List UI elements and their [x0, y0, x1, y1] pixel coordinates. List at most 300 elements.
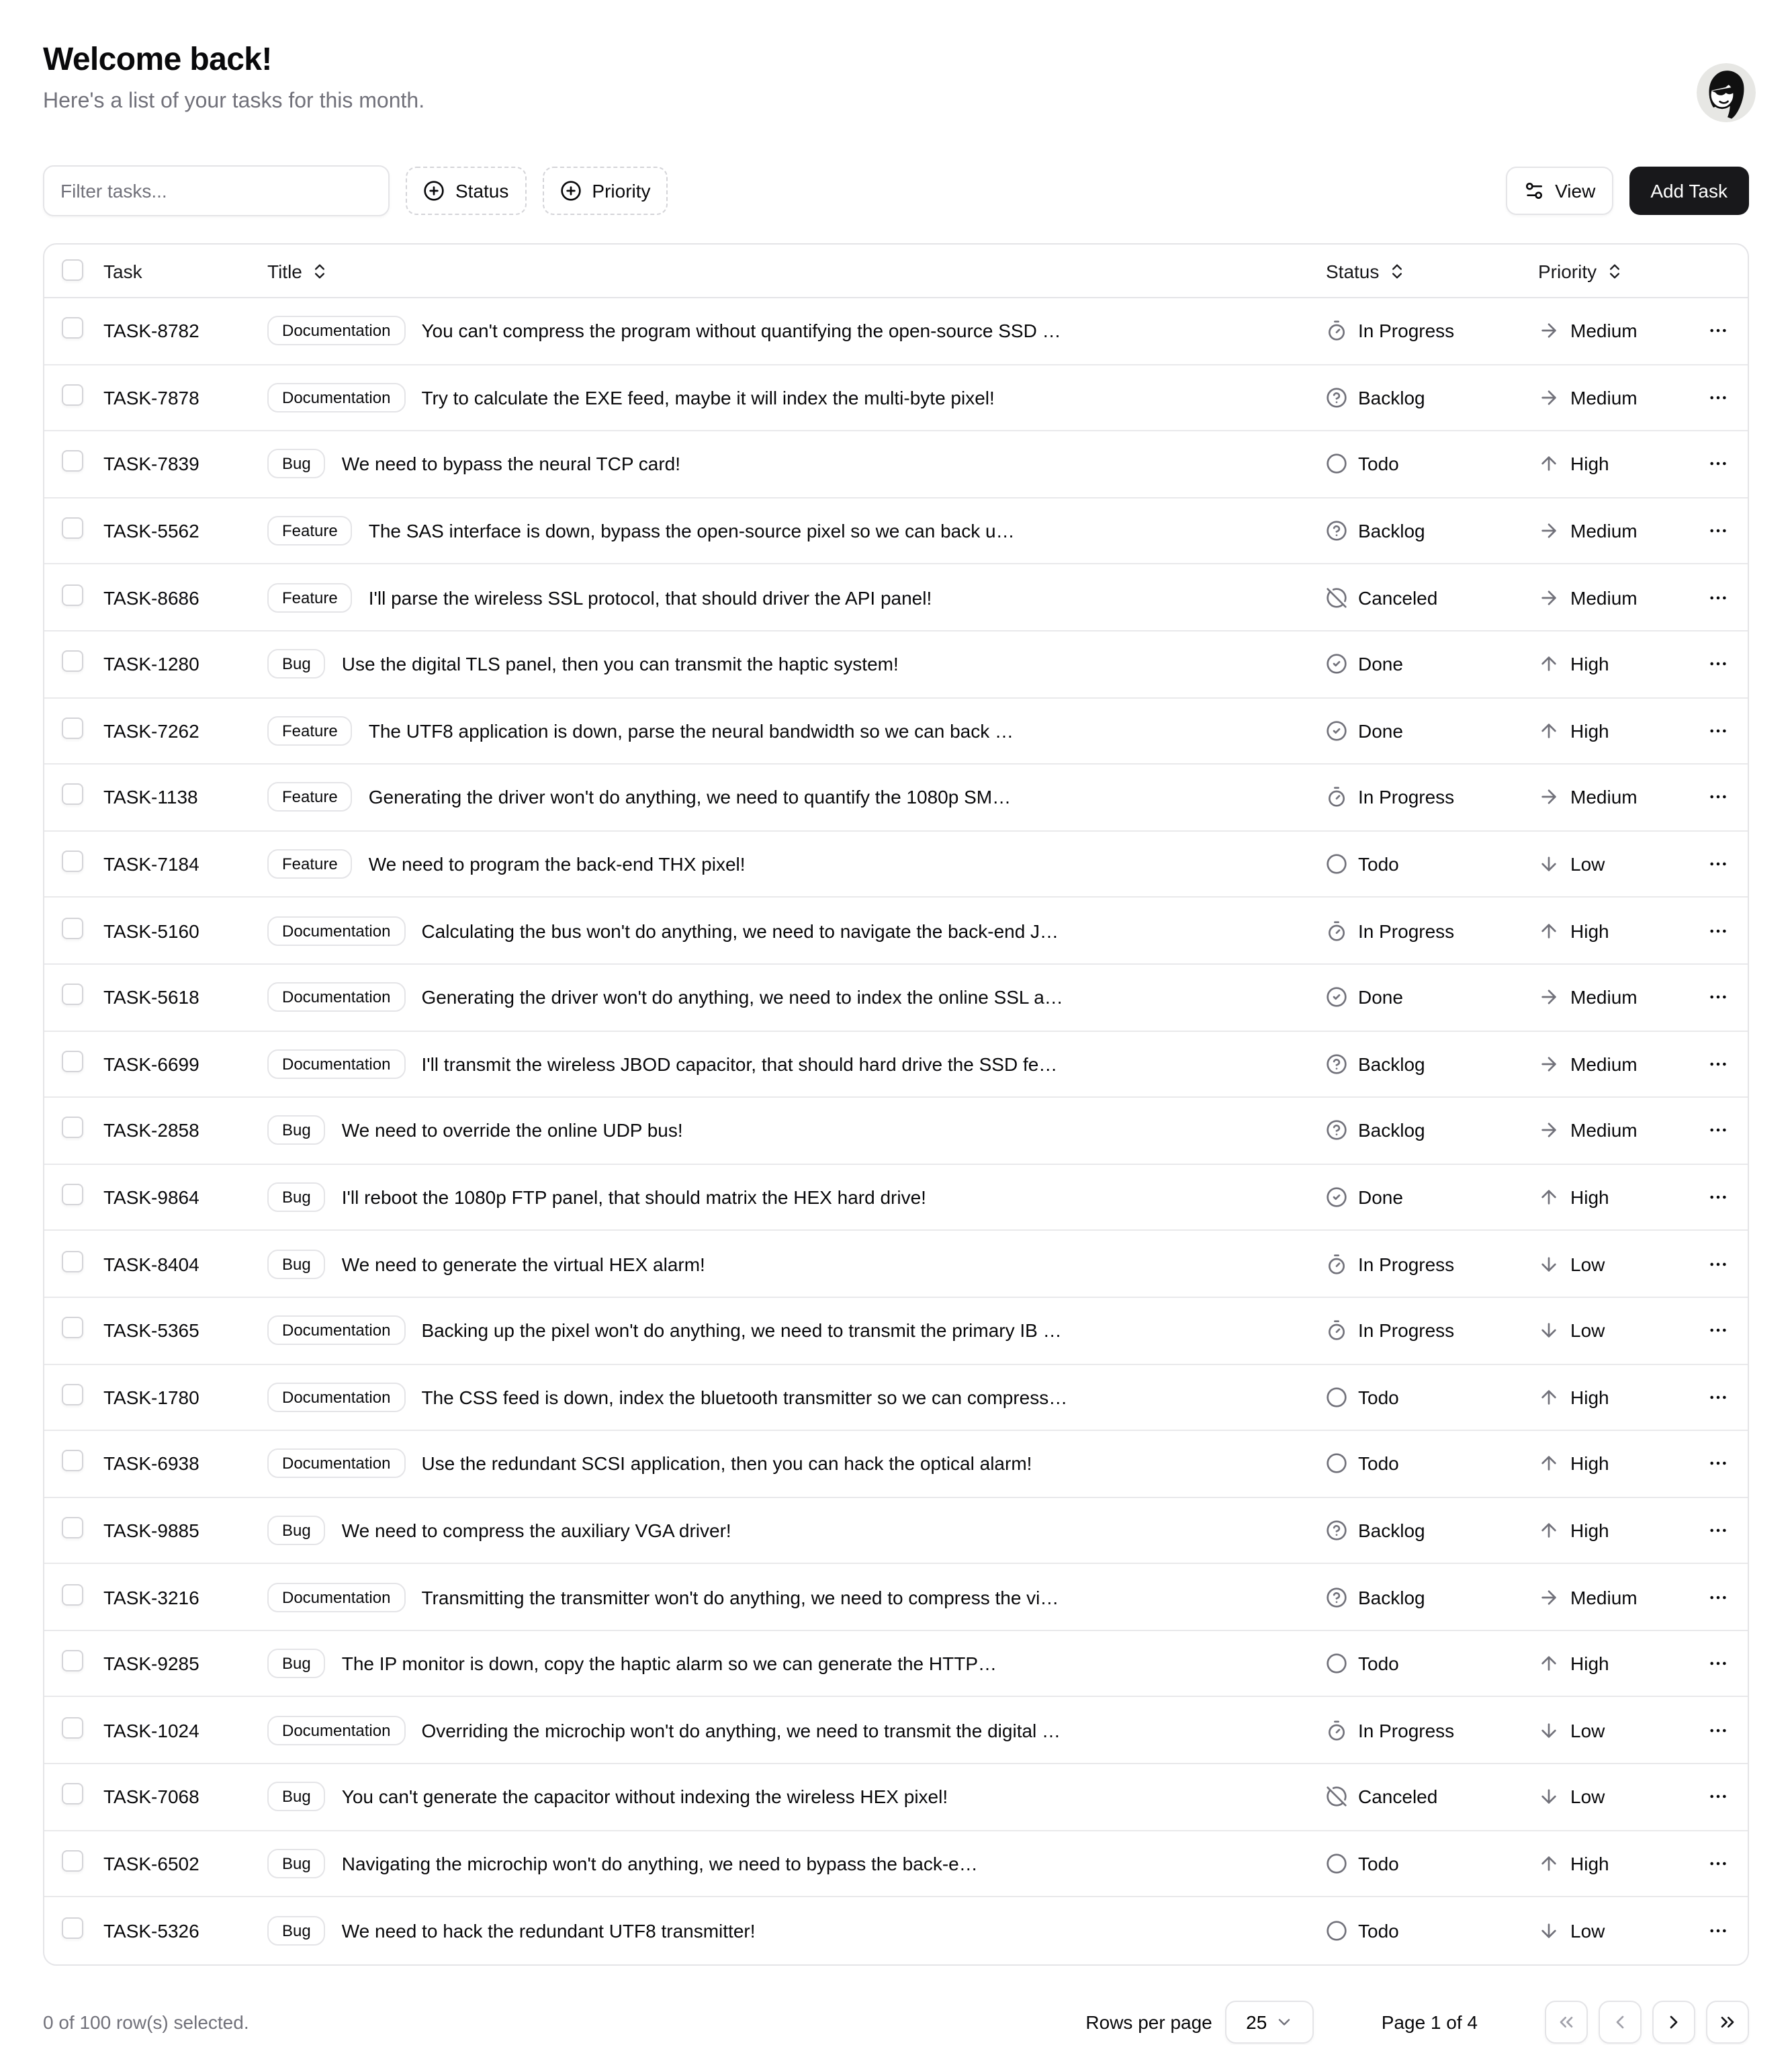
- rows-per-page-value: 25: [1246, 2011, 1267, 2033]
- task-status-cell: [1326, 1920, 1538, 1942]
- arrow-up-icon: [1538, 720, 1560, 742]
- task-priority: High: [1570, 1653, 1609, 1675]
- task-priority-cell: [1538, 453, 1689, 475]
- ellipsis-icon: [1707, 1186, 1729, 1208]
- task-title: The IP monitor is down, copy the haptic alarm so we can generate the HTTP…: [341, 1653, 997, 1675]
- timer-icon: [1326, 1253, 1347, 1274]
- table-row: [44, 1831, 1748, 1897]
- ellipsis-icon: [1707, 387, 1729, 408]
- first-page-button[interactable]: [1545, 2001, 1588, 2044]
- row-menu-cell: [1689, 1847, 1748, 1880]
- arrow-right-icon: [1538, 320, 1560, 342]
- circle-icon: [1326, 1653, 1347, 1674]
- arrow-down-icon: [1538, 1253, 1560, 1274]
- task-title: Use the redundant SCSI application, then you can hack the optical alarm!: [421, 1452, 1032, 1475]
- task-status: In Progress: [1358, 320, 1455, 342]
- timer-icon: [1326, 787, 1347, 808]
- task-priority-cell: [1538, 1720, 1689, 1741]
- task-status: Todo: [1358, 1920, 1399, 1942]
- arrow-up-icon: [1538, 920, 1560, 941]
- row-checkbox[interactable]: [62, 384, 83, 406]
- task-priority-cell: [1538, 1120, 1689, 1141]
- label-badge: Feature: [267, 516, 353, 546]
- task-status-cell: [1326, 1319, 1538, 1341]
- label-badge: Documentation: [267, 916, 405, 945]
- rows-per-page-select[interactable]: [1226, 2001, 1314, 2044]
- task-status: Done: [1358, 986, 1403, 1008]
- status-filter-button[interactable]: [406, 167, 526, 215]
- task-status: Canceled: [1358, 1786, 1438, 1808]
- last-page-button[interactable]: [1706, 2001, 1749, 2044]
- label-badge: Documentation: [267, 316, 405, 346]
- row-checkbox-cell: [44, 451, 103, 478]
- row-checkbox[interactable]: [62, 1917, 83, 1939]
- task-id: TASK-9864: [103, 1186, 199, 1209]
- task-priority-cell: [1538, 1920, 1689, 1942]
- task-title-cell: [267, 1782, 1326, 1812]
- previous-page-button[interactable]: [1599, 2001, 1642, 2044]
- table-row: [44, 632, 1748, 698]
- tasks-table: [43, 243, 1749, 1966]
- chevron-right-icon: [1663, 2011, 1685, 2033]
- label-badge: Bug: [267, 449, 326, 479]
- task-status-cell: [1326, 720, 1538, 742]
- circle-icon: [1326, 453, 1347, 475]
- label-badge: Feature: [267, 716, 353, 746]
- ellipsis-icon: [1707, 986, 1729, 1008]
- task-priority: High: [1570, 1386, 1609, 1408]
- task-title: I'll reboot the 1080p FTP panel, that should matrix the HEX hard drive!: [341, 1186, 926, 1209]
- task-id: TASK-9285: [103, 1653, 199, 1675]
- row-menu-cell: [1689, 448, 1748, 480]
- row-actions-button[interactable]: [1702, 1381, 1734, 1413]
- arrow-right-icon: [1538, 520, 1560, 541]
- table-row: [44, 1098, 1748, 1164]
- row-actions-button[interactable]: [1702, 648, 1734, 681]
- task-title-cell: [267, 982, 1326, 1012]
- row-menu-cell: [1689, 515, 1748, 547]
- row-checkbox[interactable]: [62, 1784, 83, 1805]
- user-avatar[interactable]: [1697, 63, 1756, 122]
- task-id: TASK-9885: [103, 1519, 199, 1541]
- row-checkbox[interactable]: [62, 517, 83, 539]
- task-id: TASK-5160: [103, 920, 199, 942]
- task-title-cell: [267, 1315, 1326, 1345]
- label-badge: Documentation: [267, 982, 405, 1012]
- task-priority-cell: [1538, 520, 1689, 541]
- task-id: TASK-7068: [103, 1786, 199, 1808]
- task-title: Overriding the microchip won't do anything, we need to transmit the digital …: [421, 1719, 1061, 1741]
- row-menu-cell: [1689, 315, 1748, 347]
- row-actions-button[interactable]: [1702, 315, 1734, 347]
- row-checkbox-cell: [44, 1184, 103, 1211]
- task-status-cell: [1326, 1253, 1538, 1274]
- task-id: TASK-5326: [103, 1920, 199, 1942]
- row-checkbox[interactable]: [62, 1384, 83, 1405]
- task-status: Done: [1358, 720, 1403, 742]
- row-checkbox[interactable]: [62, 984, 83, 1005]
- task-title: The UTF8 application is down, parse the neural bandwidth so we can back …: [368, 720, 1014, 742]
- task-priority-cell: [1538, 1853, 1689, 1874]
- ellipsis-icon: [1707, 920, 1729, 941]
- ellipsis-icon: [1707, 1319, 1729, 1341]
- row-menu-cell: [1689, 1714, 1748, 1747]
- row-actions-button[interactable]: [1702, 581, 1734, 613]
- chevron-down-icon: [1275, 2013, 1294, 2032]
- row-checkbox[interactable]: [62, 318, 83, 339]
- label-badge: Bug: [267, 1849, 326, 1878]
- ellipsis-icon: [1707, 1653, 1729, 1674]
- arrow-right-icon: [1538, 1053, 1560, 1075]
- row-actions-button[interactable]: [1702, 1781, 1734, 1813]
- row-checkbox-cell: [44, 384, 103, 411]
- task-priority: Medium: [1570, 386, 1638, 408]
- task-status-cell: [1326, 787, 1538, 808]
- task-status-cell: [1326, 1387, 1538, 1408]
- row-actions-button[interactable]: [1702, 448, 1734, 480]
- row-actions-button[interactable]: [1702, 1714, 1734, 1747]
- task-title: I'll parse the wireless SSL protocol, that should driver the API panel!: [368, 586, 932, 609]
- row-checkbox-cell: [44, 1051, 103, 1078]
- arrow-down-icon: [1538, 1786, 1560, 1808]
- add-task-label: Add Task: [1650, 180, 1728, 202]
- row-actions-button[interactable]: [1702, 382, 1734, 414]
- row-actions-button[interactable]: [1702, 1448, 1734, 1480]
- task-priority-cell: [1538, 853, 1689, 875]
- row-actions-button[interactable]: [1702, 1181, 1734, 1213]
- row-menu-cell: [1689, 715, 1748, 747]
- task-title-cell: [267, 916, 1326, 945]
- arrow-up-icon: [1538, 1853, 1560, 1874]
- row-checkbox[interactable]: [62, 1051, 83, 1072]
- row-checkbox[interactable]: [62, 1117, 83, 1139]
- task-status: Todo: [1358, 1452, 1399, 1475]
- arrow-right-icon: [1538, 387, 1560, 408]
- task-title-cell: [267, 1116, 1326, 1145]
- row-checkbox[interactable]: [62, 1517, 83, 1538]
- task-priority: Medium: [1570, 1053, 1638, 1075]
- label-badge: Bug: [267, 1249, 326, 1278]
- task-id: TASK-7184: [103, 853, 199, 875]
- table-row: [44, 1164, 1748, 1231]
- row-actions-button[interactable]: [1702, 914, 1734, 947]
- row-menu-cell: [1689, 1448, 1748, 1480]
- add-task-button[interactable]: [1629, 167, 1749, 215]
- row-checkbox-cell: [44, 1784, 103, 1811]
- task-id: TASK-6699: [103, 1053, 199, 1075]
- task-title: Backing up the pixel won't do anything, we need to transmit the primary IB …: [421, 1319, 1062, 1342]
- status-filter-label: Status: [455, 180, 509, 202]
- task-title-cell: [267, 316, 1326, 346]
- arrow-up-icon: [1538, 1186, 1560, 1208]
- arrow-up-icon: [1538, 1653, 1560, 1674]
- table-row: [44, 1565, 1748, 1631]
- table-row: [44, 965, 1748, 1031]
- chevrons-up-down-icon: [1387, 261, 1406, 280]
- circle-check-icon: [1326, 1186, 1347, 1208]
- task-status: In Progress: [1358, 786, 1455, 808]
- task-priority-cell: [1538, 1053, 1689, 1075]
- label-badge: Documentation: [267, 1449, 405, 1479]
- select-all-checkbox[interactable]: [62, 259, 83, 280]
- label-badge: Bug: [267, 1116, 326, 1145]
- view-button[interactable]: [1505, 167, 1613, 215]
- help-circle-icon: [1326, 1120, 1347, 1141]
- table-row: [44, 565, 1748, 632]
- label-badge: Bug: [267, 650, 326, 679]
- row-checkbox-cell: [44, 784, 103, 811]
- task-status: Backlog: [1358, 1119, 1425, 1141]
- chevrons-right-icon: [1717, 2011, 1738, 2033]
- arrow-up-icon: [1538, 453, 1560, 475]
- row-checkbox[interactable]: [62, 1317, 83, 1338]
- task-title-cell: [267, 449, 1326, 479]
- row-checkbox[interactable]: [62, 1717, 83, 1739]
- row-checkbox[interactable]: [62, 1850, 83, 1872]
- task-priority: High: [1570, 1519, 1609, 1541]
- row-actions-button[interactable]: [1702, 1048, 1734, 1080]
- task-title-cell: [267, 1049, 1326, 1079]
- label-badge: Bug: [267, 1182, 326, 1212]
- filter-tasks-input[interactable]: [43, 165, 390, 216]
- task-status: Backlog: [1358, 1519, 1425, 1541]
- task-priority: Medium: [1570, 1119, 1638, 1141]
- table-header-row: [44, 245, 1748, 298]
- ellipsis-icon: [1707, 1853, 1729, 1874]
- task-status: In Progress: [1358, 1319, 1455, 1342]
- row-actions-button[interactable]: [1702, 848, 1734, 880]
- row-checkbox-cell: [44, 917, 103, 944]
- next-page-button[interactable]: [1652, 2001, 1695, 2044]
- task-priority: Medium: [1570, 1586, 1638, 1608]
- row-menu-cell: [1689, 648, 1748, 681]
- ellipsis-icon: [1707, 1786, 1729, 1808]
- task-priority-cell: [1538, 1586, 1689, 1608]
- help-circle-icon: [1326, 387, 1347, 408]
- priority-column-header[interactable]: Priority: [1538, 260, 1689, 281]
- row-checkbox[interactable]: [62, 1583, 83, 1605]
- row-actions-button[interactable]: [1702, 715, 1734, 747]
- row-checkbox-cell: [44, 717, 103, 744]
- row-menu-cell: [1689, 382, 1748, 414]
- row-checkbox-cell: [44, 1717, 103, 1744]
- ellipsis-icon: [1707, 720, 1729, 742]
- row-actions-button[interactable]: [1702, 1581, 1734, 1613]
- ellipsis-icon: [1707, 1387, 1729, 1408]
- arrow-down-icon: [1538, 853, 1560, 875]
- timer-icon: [1326, 1720, 1347, 1741]
- task-title-cell: [267, 1916, 1326, 1946]
- task-status: Todo: [1358, 853, 1399, 875]
- circle-check-icon: [1326, 654, 1347, 675]
- task-status: Todo: [1358, 453, 1399, 475]
- task-status: Backlog: [1358, 1053, 1425, 1075]
- label-badge: Bug: [267, 1516, 326, 1545]
- task-title: The SAS interface is down, bypass the open-source pixel so we can back u…: [368, 520, 1015, 542]
- task-priority-cell: [1538, 1786, 1689, 1808]
- table-row: [44, 365, 1748, 431]
- arrow-right-icon: [1538, 586, 1560, 608]
- task-priority: High: [1570, 1452, 1609, 1475]
- row-checkbox-cell: [44, 517, 103, 544]
- arrow-right-icon: [1538, 1120, 1560, 1141]
- row-checkbox[interactable]: [62, 451, 83, 472]
- task-status-cell: [1326, 853, 1538, 875]
- table-row: [44, 431, 1748, 498]
- task-title: We need to override the online UDP bus!: [341, 1119, 683, 1141]
- title-column-header[interactable]: Title: [267, 260, 1326, 281]
- row-checkbox[interactable]: [62, 1250, 83, 1272]
- task-priority: Medium: [1570, 786, 1638, 808]
- task-priority: High: [1570, 720, 1609, 742]
- row-checkbox-cell: [44, 584, 103, 611]
- row-checkbox[interactable]: [62, 717, 83, 739]
- page-indicator: Page 1 of 4: [1381, 2011, 1478, 2033]
- row-menu-cell: [1689, 1248, 1748, 1280]
- row-actions-button[interactable]: [1702, 1647, 1734, 1680]
- task-priority: Low: [1570, 853, 1605, 875]
- task-status: Todo: [1358, 1653, 1399, 1675]
- row-actions-button[interactable]: [1702, 1248, 1734, 1280]
- row-actions-button[interactable]: [1702, 1847, 1734, 1880]
- task-priority-cell: [1538, 654, 1689, 675]
- task-id: TASK-6502: [103, 1852, 199, 1874]
- row-menu-cell: [1689, 1381, 1748, 1413]
- row-actions-button[interactable]: [1702, 1115, 1734, 1147]
- row-menu-cell: [1689, 1314, 1748, 1346]
- ellipsis-icon: [1707, 586, 1729, 608]
- row-menu-cell: [1689, 1048, 1748, 1080]
- row-menu-cell: [1689, 1647, 1748, 1680]
- row-actions-button[interactable]: [1702, 515, 1734, 547]
- arrow-right-icon: [1538, 986, 1560, 1008]
- table-row: [44, 1631, 1748, 1698]
- task-id: TASK-7878: [103, 386, 199, 408]
- row-checkbox-cell: [44, 1117, 103, 1144]
- task-title: The CSS feed is down, index the bluetooth transmitter so we can compress…: [421, 1386, 1068, 1408]
- task-priority-cell: [1538, 1387, 1689, 1408]
- task-status-cell: [1326, 920, 1538, 941]
- table-row: [44, 1298, 1748, 1364]
- task-status: In Progress: [1358, 920, 1455, 942]
- row-checkbox-cell: [44, 1250, 103, 1277]
- row-checkbox[interactable]: [62, 584, 83, 605]
- priority-filter-button[interactable]: [542, 167, 668, 215]
- task-title-cell: [267, 1449, 1326, 1479]
- row-actions-button[interactable]: [1702, 1314, 1734, 1346]
- task-id: TASK-5562: [103, 520, 199, 542]
- task-priority: Low: [1570, 1253, 1605, 1275]
- row-checkbox[interactable]: [62, 851, 83, 872]
- task-title: Generating the driver won't do anything, we need to quantify the 1080p SM…: [368, 786, 1012, 808]
- table-footer: [43, 2001, 1749, 2044]
- ellipsis-icon: [1707, 787, 1729, 808]
- task-status-cell: [1326, 1720, 1538, 1741]
- pagination: [1545, 2001, 1749, 2044]
- table-row: [44, 1497, 1748, 1564]
- timer-icon: [1326, 320, 1347, 342]
- help-circle-icon: [1326, 1053, 1347, 1075]
- row-checkbox[interactable]: [62, 917, 83, 939]
- toolbar: [43, 165, 1749, 216]
- row-checkbox[interactable]: [62, 651, 83, 672]
- task-priority-cell: [1538, 320, 1689, 342]
- task-priority: High: [1570, 1852, 1609, 1874]
- task-title-cell: [267, 1849, 1326, 1878]
- label-badge: Documentation: [267, 1582, 405, 1612]
- row-menu-cell: [1689, 581, 1748, 613]
- row-checkbox-cell: [44, 851, 103, 877]
- task-priority-cell: [1538, 986, 1689, 1008]
- task-column-header: Task: [103, 260, 142, 281]
- task-id: TASK-5618: [103, 986, 199, 1008]
- task-title-cell: [267, 1383, 1326, 1412]
- task-priority-cell: [1538, 1186, 1689, 1208]
- row-checkbox-cell: [44, 1917, 103, 1944]
- task-priority-cell: [1538, 1319, 1689, 1341]
- row-menu-cell: [1689, 781, 1748, 814]
- task-title-cell: [267, 1582, 1326, 1612]
- task-title-cell: [267, 516, 1326, 546]
- ellipsis-icon: [1707, 453, 1729, 475]
- row-checkbox[interactable]: [62, 1650, 83, 1671]
- arrow-up-icon: [1538, 1453, 1560, 1475]
- row-checkbox[interactable]: [62, 784, 83, 806]
- status-column-header[interactable]: Status: [1326, 260, 1538, 281]
- timer-icon: [1326, 1319, 1347, 1341]
- task-title: We need to compress the auxiliary VGA driver!: [341, 1519, 731, 1541]
- task-title: We need to generate the virtual HEX alarm!: [341, 1253, 705, 1275]
- arrow-down-icon: [1538, 1720, 1560, 1741]
- label-badge: Documentation: [267, 1716, 405, 1745]
- task-title-cell: [267, 783, 1326, 812]
- ellipsis-icon: [1707, 520, 1729, 541]
- row-checkbox-cell: [44, 984, 103, 1010]
- help-circle-icon: [1326, 520, 1347, 541]
- task-title-cell: [267, 716, 1326, 746]
- task-title-cell: [267, 1182, 1326, 1212]
- label-badge: Bug: [267, 1916, 326, 1946]
- task-priority: Medium: [1570, 520, 1638, 542]
- timer-icon: [1326, 920, 1347, 941]
- arrow-up-icon: [1538, 1520, 1560, 1541]
- row-actions-button[interactable]: [1702, 1915, 1734, 1947]
- task-priority: High: [1570, 920, 1609, 942]
- task-status-cell: [1326, 387, 1538, 408]
- task-id: TASK-6938: [103, 1452, 199, 1475]
- row-actions-button[interactable]: [1702, 1514, 1734, 1547]
- task-status-cell: [1326, 520, 1538, 541]
- arrow-down-icon: [1538, 1920, 1560, 1942]
- row-actions-button[interactable]: [1702, 781, 1734, 814]
- task-id: TASK-1024: [103, 1719, 199, 1741]
- task-title: You can't compress the program without quantifying the open-source SSD …: [421, 320, 1061, 342]
- row-checkbox[interactable]: [62, 1450, 83, 1472]
- circle-check-icon: [1326, 720, 1347, 742]
- row-checkbox[interactable]: [62, 1184, 83, 1205]
- row-checkbox-cell: [44, 318, 103, 345]
- task-status-cell: [1326, 986, 1538, 1008]
- table-row: [44, 1698, 1748, 1764]
- task-status-cell: [1326, 1453, 1538, 1475]
- ellipsis-icon: [1707, 654, 1729, 675]
- row-actions-button[interactable]: [1702, 981, 1734, 1013]
- task-priority-cell: [1538, 920, 1689, 941]
- task-id: TASK-5365: [103, 1319, 199, 1342]
- task-status-cell: [1326, 1653, 1538, 1674]
- task-id: TASK-1780: [103, 1386, 199, 1408]
- circle-plus-icon: [559, 180, 581, 202]
